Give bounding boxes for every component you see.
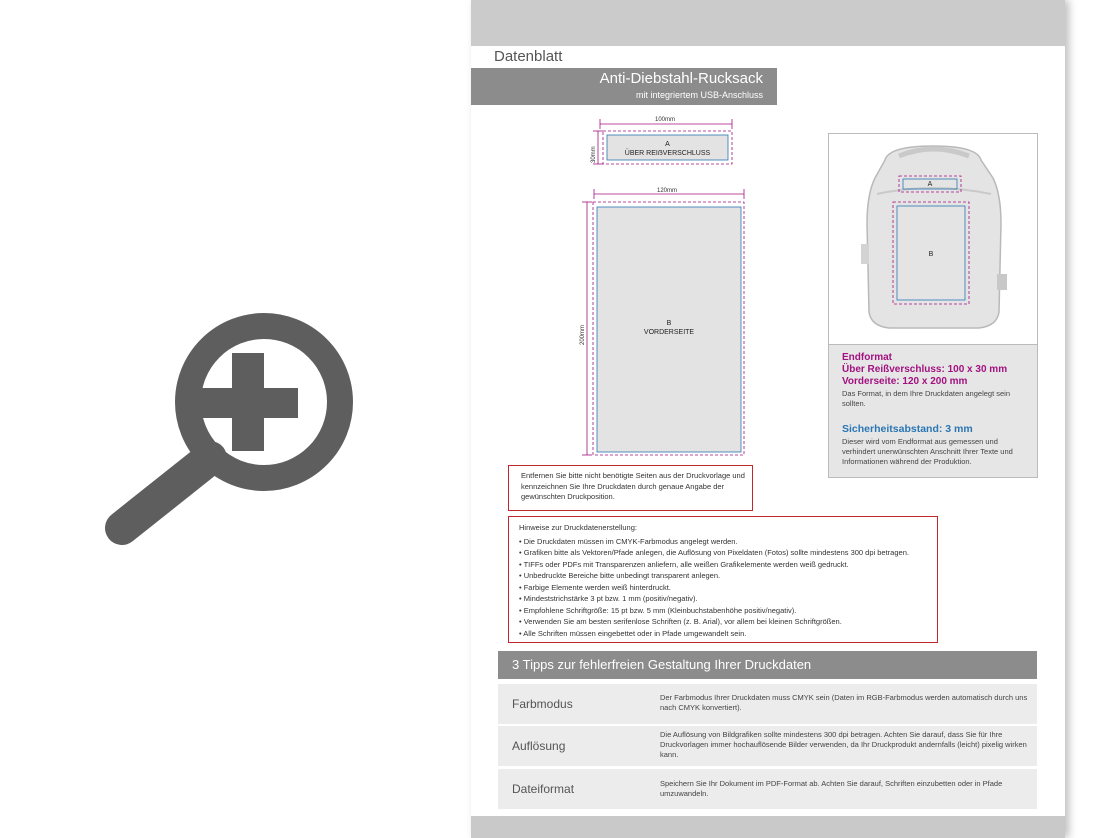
hint-item: • Alle Schriften müssen eingebettet oder in Pfade umgewandelt sein. bbox=[519, 628, 747, 638]
hint-item: • Grafiken bitte als Vektoren/Pfade anlegen, die Auflösung von Pixeldaten (Fotos) sollte mindestens 300 dpi betragen. bbox=[519, 548, 909, 557]
safety-margin-title: Sicherheitsabstand: 3 mm bbox=[842, 423, 973, 435]
hint-item: • Die Druckdaten müssen im CMYK-Farbmodus angelegt werden. bbox=[519, 536, 738, 546]
zoom-in-magnifier-icon bbox=[100, 300, 360, 550]
format-info-panel bbox=[828, 345, 1038, 478]
endformat-area-b: Vorderseite: 120 x 200 mm bbox=[842, 376, 968, 387]
tip-value: Speichern Sie Ihr Dokument im PDF-Format ab. Achten Sie darauf, Schriften einzubetten oder in Pfade umzuwandeln. bbox=[660, 779, 1003, 798]
product-title: Anti-Diebstahl-Rucksack bbox=[599, 70, 763, 87]
hints-title: Hinweise zur Druckdatenerstellung: bbox=[519, 523, 637, 532]
area-a-height-label: 30mm bbox=[591, 146, 597, 163]
area-b-name: VORDERSEITE bbox=[643, 329, 695, 336]
endformat-title: Endformat bbox=[842, 352, 892, 363]
hints-list bbox=[519, 536, 931, 640]
hint-item: • Mindeststrichstärke 3 pt bzw. 1 mm (positiv/negativ). bbox=[519, 594, 698, 603]
product-photo bbox=[828, 133, 1038, 345]
tip-key: Dateiformat bbox=[512, 782, 575, 796]
note-box bbox=[508, 465, 753, 511]
zoom-in-button[interactable] bbox=[100, 300, 360, 550]
product-subtitle: mit integriertem USB-Anschluss bbox=[635, 90, 763, 100]
area-b-letter: B bbox=[666, 320, 672, 327]
tip-key: Auflösung bbox=[512, 739, 566, 753]
area-a-label bbox=[607, 140, 728, 158]
hint-item: • Verwenden Sie am besten serifenlose Schriften (z. B. Arial), vor allem bei kleinen Schriftgrößen. bbox=[519, 617, 842, 626]
hint-item: • Farbige Elemente werden weiß hinterdruckt. bbox=[519, 582, 671, 592]
tip-key: Farbmodus bbox=[512, 697, 573, 711]
hints-box bbox=[508, 516, 938, 643]
endformat-text: Das Format, in dem Ihre Druckdaten angelegt sein sollten. bbox=[842, 389, 1010, 408]
hint-item: • Empfohlene Schriftgröße: 15 pt bzw. 5 mm (Kleinbuchstabenhöhe positiv/negativ). bbox=[519, 605, 797, 615]
tip-row-farbmodus bbox=[498, 684, 1037, 724]
footer-band bbox=[471, 816, 1065, 838]
tip-row-dateiformat bbox=[498, 769, 1037, 809]
area-b-label bbox=[597, 319, 741, 337]
area-a-letter: A bbox=[665, 141, 670, 148]
area-a-name: ÜBER REIẞVERSCHLUSS bbox=[624, 150, 711, 157]
hint-item: • TIFFs oder PDFs mit Transparenzen anliefern, alle weißen Grafikelemente werden weiß gedruckt. bbox=[519, 559, 849, 569]
safety-margin-text: Dieser wird vom Endformat aus gemessen und verhindert unerwünschten Anschnitt Ihrer Texte und Informationen während der Produktion. bbox=[842, 437, 1013, 466]
datasheet-tab: Datenblatt bbox=[471, 46, 591, 68]
tip-row-aufloesung bbox=[498, 726, 1037, 766]
endformat-area-a: Über Reißverschluss: 100 x 30 mm bbox=[842, 364, 1008, 375]
area-b-width-label: 120mm bbox=[657, 188, 678, 194]
photo-area-a-label: A bbox=[927, 181, 933, 188]
tip-value: Die Auflösung von Bildgrafiken sollte mindestens 300 dpi betragen. Achten Sie darauf, dass Sie für Ihre Druckvorlagen immer hochauflösende Bilder verwenden, da Ihr Druckprodukt andernfalls (leicht) pixelig wirken kann. bbox=[660, 730, 1027, 759]
datasheet-page bbox=[471, 0, 1065, 838]
tip-value: Der Farbmodus Ihrer Druckdaten muss CMYK sein (Daten im RGB-Farbmodus werden automatisch durch uns nach CMYK konvertiert). bbox=[660, 693, 1028, 712]
print-area-drawing bbox=[471, 0, 771, 470]
area-b-height-label: 200mm bbox=[580, 324, 586, 345]
note-text: Entfernen Sie bitte nicht benötigte Seiten aus der Druckvorlage und kennzeichnen Sie Ihre Druckdaten durch genaue Angabe der gewünschten Druckposition. bbox=[521, 471, 745, 501]
tips-title: 3 Tipps zur fehlerfreien Gestaltung Ihrer Druckdaten bbox=[498, 651, 1037, 679]
photo-area-b-label: B bbox=[928, 251, 934, 258]
backpack-illustration bbox=[829, 134, 1037, 344]
hint-item: • Unbedruckte Bereiche bitte unbedingt transparent anlegen. bbox=[519, 571, 721, 580]
area-a-width-label: 100mm bbox=[655, 117, 676, 123]
